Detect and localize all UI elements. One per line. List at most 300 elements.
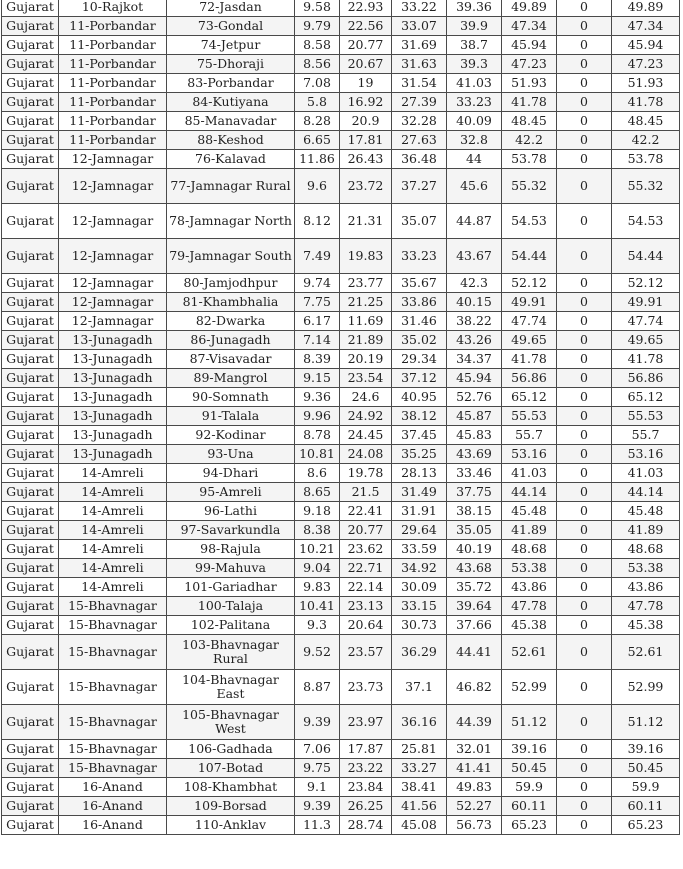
value-cell-2: 24.6	[340, 388, 392, 407]
constituency-cell: 104-Bhavnagar East	[167, 670, 295, 705]
table-row	[2, 559, 680, 578]
value-cell-5: 41.78	[502, 350, 557, 369]
constituency-cell: 105-Bhavnagar West	[167, 705, 295, 740]
state-cell: Gujarat	[2, 55, 59, 74]
value-cell-4: 39.3	[447, 55, 502, 74]
total-cell: 53.38	[612, 559, 680, 578]
state-cell: Gujarat	[2, 445, 59, 464]
table-row	[2, 616, 680, 635]
value-cell-4: 44.41	[447, 635, 502, 670]
constituency-cell: 84-Kutiyana	[167, 93, 295, 112]
zero-cell: 0	[557, 93, 612, 112]
value-cell-2: 21.5	[340, 483, 392, 502]
district-cell: 14-Amreli	[59, 502, 167, 521]
value-cell-1: 11.86	[295, 150, 340, 169]
total-cell: 47.34	[612, 17, 680, 36]
state-cell: Gujarat	[2, 816, 59, 835]
constituency-cell: 109-Borsad	[167, 797, 295, 816]
district-cell: 13-Junagadh	[59, 426, 167, 445]
district-cell: 15-Bhavnagar	[59, 597, 167, 616]
value-cell-3: 33.86	[392, 293, 447, 312]
value-cell-3: 25.81	[392, 740, 447, 759]
value-cell-1: 8.87	[295, 670, 340, 705]
table-row	[2, 17, 680, 36]
value-cell-2: 26.43	[340, 150, 392, 169]
zero-cell: 0	[557, 55, 612, 74]
total-cell: 55.53	[612, 407, 680, 426]
value-cell-1: 8.6	[295, 464, 340, 483]
value-cell-2: 23.97	[340, 705, 392, 740]
value-cell-5: 41.03	[502, 464, 557, 483]
constituency-cell: 108-Khambhat	[167, 778, 295, 797]
state-cell: Gujarat	[2, 36, 59, 55]
value-cell-5: 47.78	[502, 597, 557, 616]
state-cell: Gujarat	[2, 705, 59, 740]
total-cell: 55.7	[612, 426, 680, 445]
value-cell-3: 35.07	[392, 204, 447, 239]
district-cell: 11-Porbandar	[59, 131, 167, 150]
value-cell-4: 38.15	[447, 502, 502, 521]
district-cell: 14-Amreli	[59, 483, 167, 502]
value-cell-1: 6.65	[295, 131, 340, 150]
value-cell-2: 28.74	[340, 816, 392, 835]
district-cell: 13-Junagadh	[59, 407, 167, 426]
value-cell-2: 22.71	[340, 559, 392, 578]
table-row	[2, 293, 680, 312]
state-cell: Gujarat	[2, 369, 59, 388]
value-cell-1: 9.74	[295, 274, 340, 293]
total-cell: 52.61	[612, 635, 680, 670]
district-cell: 12-Jamnagar	[59, 169, 167, 204]
district-cell: 15-Bhavnagar	[59, 705, 167, 740]
value-cell-1: 10.41	[295, 597, 340, 616]
constituency-cell: 80-Jamjodhpur	[167, 274, 295, 293]
zero-cell: 0	[557, 635, 612, 670]
value-cell-5: 56.86	[502, 369, 557, 388]
total-cell: 65.23	[612, 816, 680, 835]
zero-cell: 0	[557, 740, 612, 759]
value-cell-2: 23.77	[340, 274, 392, 293]
value-cell-3: 35.02	[392, 331, 447, 350]
value-cell-5: 52.61	[502, 635, 557, 670]
state-cell: Gujarat	[2, 740, 59, 759]
zero-cell: 0	[557, 350, 612, 369]
value-cell-3: 31.49	[392, 483, 447, 502]
state-cell: Gujarat	[2, 93, 59, 112]
table-row	[2, 540, 680, 559]
value-cell-1: 9.96	[295, 407, 340, 426]
value-cell-2: 19.83	[340, 239, 392, 274]
value-cell-5: 44.14	[502, 483, 557, 502]
value-cell-5: 51.12	[502, 705, 557, 740]
value-cell-1: 10.21	[295, 540, 340, 559]
value-cell-1: 7.75	[295, 293, 340, 312]
value-cell-4: 46.82	[447, 670, 502, 705]
state-cell: Gujarat	[2, 150, 59, 169]
total-cell: 51.12	[612, 705, 680, 740]
value-cell-4: 44.39	[447, 705, 502, 740]
value-cell-3: 41.56	[392, 797, 447, 816]
value-cell-1: 6.17	[295, 312, 340, 331]
value-cell-1: 9.52	[295, 635, 340, 670]
value-cell-1: 9.3	[295, 616, 340, 635]
zero-cell: 0	[557, 312, 612, 331]
constituency-cell: 99-Mahuva	[167, 559, 295, 578]
state-cell: Gujarat	[2, 293, 59, 312]
value-cell-1: 8.56	[295, 55, 340, 74]
zero-cell: 0	[557, 521, 612, 540]
value-cell-3: 40.95	[392, 388, 447, 407]
value-cell-4: 41.41	[447, 759, 502, 778]
value-cell-2: 20.77	[340, 521, 392, 540]
value-cell-3: 33.07	[392, 17, 447, 36]
value-cell-3: 30.73	[392, 616, 447, 635]
value-cell-4: 44	[447, 150, 502, 169]
total-cell: 51.93	[612, 74, 680, 93]
table-row	[2, 483, 680, 502]
state-cell: Gujarat	[2, 426, 59, 445]
state-cell: Gujarat	[2, 204, 59, 239]
value-cell-2: 22.41	[340, 502, 392, 521]
table-row	[2, 131, 680, 150]
table-row	[2, 778, 680, 797]
state-cell: Gujarat	[2, 464, 59, 483]
value-cell-1: 9.15	[295, 369, 340, 388]
district-cell: 11-Porbandar	[59, 36, 167, 55]
constituency-cell: 110-Anklav	[167, 816, 295, 835]
district-cell: 14-Amreli	[59, 521, 167, 540]
total-cell: 47.78	[612, 597, 680, 616]
value-cell-3: 36.16	[392, 705, 447, 740]
value-cell-4: 43.67	[447, 239, 502, 274]
state-cell: Gujarat	[2, 312, 59, 331]
value-cell-1: 8.65	[295, 483, 340, 502]
state-cell: Gujarat	[2, 502, 59, 521]
total-cell: 53.78	[612, 150, 680, 169]
value-cell-3: 37.1	[392, 670, 447, 705]
total-cell: 42.2	[612, 131, 680, 150]
district-cell: 15-Bhavnagar	[59, 759, 167, 778]
zero-cell: 0	[557, 407, 612, 426]
value-cell-5: 53.16	[502, 445, 557, 464]
total-cell: 41.03	[612, 464, 680, 483]
value-cell-4: 33.46	[447, 464, 502, 483]
constituency-cell: 91-Talala	[167, 407, 295, 426]
state-cell: Gujarat	[2, 169, 59, 204]
value-cell-3: 33.15	[392, 597, 447, 616]
value-cell-4: 41.03	[447, 74, 502, 93]
value-cell-2: 23.72	[340, 169, 392, 204]
constituency-cell: 92-Kodinar	[167, 426, 295, 445]
constituency-cell: 72-Jasdan	[167, 0, 295, 17]
state-cell: Gujarat	[2, 0, 59, 17]
district-cell: 16-Anand	[59, 797, 167, 816]
zero-cell: 0	[557, 36, 612, 55]
constituency-cell: 75-Dhoraji	[167, 55, 295, 74]
value-cell-1: 8.39	[295, 350, 340, 369]
constituency-cell: 81-Khambhalia	[167, 293, 295, 312]
zero-cell: 0	[557, 759, 612, 778]
district-cell: 13-Junagadh	[59, 369, 167, 388]
district-cell: 15-Bhavnagar	[59, 635, 167, 670]
total-cell: 44.14	[612, 483, 680, 502]
total-cell: 53.16	[612, 445, 680, 464]
district-cell: 14-Amreli	[59, 540, 167, 559]
value-cell-1: 9.04	[295, 559, 340, 578]
value-cell-3: 35.67	[392, 274, 447, 293]
value-cell-3: 29.34	[392, 350, 447, 369]
state-cell: Gujarat	[2, 597, 59, 616]
zero-cell: 0	[557, 540, 612, 559]
table-row	[2, 635, 680, 670]
value-cell-5: 51.93	[502, 74, 557, 93]
total-cell: 43.86	[612, 578, 680, 597]
constituency-cell: 74-Jetpur	[167, 36, 295, 55]
value-cell-3: 33.59	[392, 540, 447, 559]
value-cell-2: 17.81	[340, 131, 392, 150]
value-cell-2: 20.67	[340, 55, 392, 74]
zero-cell: 0	[557, 0, 612, 17]
zero-cell: 0	[557, 578, 612, 597]
total-cell: 41.78	[612, 93, 680, 112]
constituency-cell: 89-Mangrol	[167, 369, 295, 388]
district-cell: 14-Amreli	[59, 464, 167, 483]
value-cell-2: 11.69	[340, 312, 392, 331]
value-cell-1: 11.3	[295, 816, 340, 835]
value-cell-5: 47.23	[502, 55, 557, 74]
zero-cell: 0	[557, 293, 612, 312]
value-cell-2: 20.19	[340, 350, 392, 369]
total-cell: 45.94	[612, 36, 680, 55]
value-cell-2: 22.56	[340, 17, 392, 36]
value-cell-3: 31.63	[392, 55, 447, 74]
value-cell-4: 37.66	[447, 616, 502, 635]
value-cell-1: 9.58	[295, 0, 340, 17]
constituency-cell: 103-Bhavnagar Rural	[167, 635, 295, 670]
table-row	[2, 388, 680, 407]
value-cell-5: 47.34	[502, 17, 557, 36]
table-row	[2, 204, 680, 239]
zero-cell: 0	[557, 616, 612, 635]
table-body	[2, 0, 680, 835]
value-cell-4: 34.37	[447, 350, 502, 369]
constituency-cell: 82-Dwarka	[167, 312, 295, 331]
value-cell-4: 43.68	[447, 559, 502, 578]
zero-cell: 0	[557, 705, 612, 740]
value-cell-3: 28.13	[392, 464, 447, 483]
district-cell: 13-Junagadh	[59, 388, 167, 407]
value-cell-1: 8.28	[295, 112, 340, 131]
value-cell-4: 45.94	[447, 369, 502, 388]
value-cell-2: 22.93	[340, 0, 392, 17]
value-cell-3: 33.27	[392, 759, 447, 778]
value-cell-5: 47.74	[502, 312, 557, 331]
value-cell-4: 52.76	[447, 388, 502, 407]
value-cell-1: 5.8	[295, 93, 340, 112]
total-cell: 54.44	[612, 239, 680, 274]
district-cell: 13-Junagadh	[59, 445, 167, 464]
value-cell-3: 27.39	[392, 93, 447, 112]
value-cell-5: 52.12	[502, 274, 557, 293]
value-cell-5: 65.12	[502, 388, 557, 407]
constituency-cell: 86-Junagadh	[167, 331, 295, 350]
table-row	[2, 112, 680, 131]
table-row	[2, 274, 680, 293]
value-cell-1: 7.49	[295, 239, 340, 274]
value-cell-1: 9.1	[295, 778, 340, 797]
value-cell-4: 45.6	[447, 169, 502, 204]
value-cell-3: 38.12	[392, 407, 447, 426]
constituency-cell: 98-Rajula	[167, 540, 295, 559]
zero-cell: 0	[557, 502, 612, 521]
total-cell: 49.89	[612, 0, 680, 17]
value-cell-5: 55.53	[502, 407, 557, 426]
value-cell-4: 39.64	[447, 597, 502, 616]
zero-cell: 0	[557, 331, 612, 350]
value-cell-1: 8.58	[295, 36, 340, 55]
state-cell: Gujarat	[2, 112, 59, 131]
value-cell-3: 36.48	[392, 150, 447, 169]
value-cell-4: 40.15	[447, 293, 502, 312]
zero-cell: 0	[557, 670, 612, 705]
district-cell: 10-Rajkot	[59, 0, 167, 17]
table-row	[2, 521, 680, 540]
zero-cell: 0	[557, 464, 612, 483]
total-cell: 65.12	[612, 388, 680, 407]
district-cell: 15-Bhavnagar	[59, 670, 167, 705]
value-cell-2: 23.13	[340, 597, 392, 616]
value-cell-3: 30.09	[392, 578, 447, 597]
constituency-cell: 76-Kalavad	[167, 150, 295, 169]
value-cell-2: 20.64	[340, 616, 392, 635]
constituency-cell: 100-Talaja	[167, 597, 295, 616]
value-cell-5: 45.38	[502, 616, 557, 635]
state-cell: Gujarat	[2, 274, 59, 293]
value-cell-4: 37.75	[447, 483, 502, 502]
table-row	[2, 705, 680, 740]
district-cell: 11-Porbandar	[59, 55, 167, 74]
state-cell: Gujarat	[2, 759, 59, 778]
constituency-cell: 83-Porbandar	[167, 74, 295, 93]
table-row	[2, 55, 680, 74]
table-row	[2, 759, 680, 778]
table-row	[2, 797, 680, 816]
value-cell-4: 49.83	[447, 778, 502, 797]
district-cell: 12-Jamnagar	[59, 150, 167, 169]
value-cell-1: 9.6	[295, 169, 340, 204]
value-cell-5: 48.68	[502, 540, 557, 559]
value-cell-4: 35.05	[447, 521, 502, 540]
value-cell-5: 65.23	[502, 816, 557, 835]
district-cell: 13-Junagadh	[59, 350, 167, 369]
district-cell: 16-Anand	[59, 816, 167, 835]
value-cell-1: 9.36	[295, 388, 340, 407]
total-cell: 39.16	[612, 740, 680, 759]
value-cell-5: 50.45	[502, 759, 557, 778]
value-cell-2: 20.9	[340, 112, 392, 131]
zero-cell: 0	[557, 204, 612, 239]
value-cell-3: 33.23	[392, 239, 447, 274]
constituency-cell: 107-Botad	[167, 759, 295, 778]
value-cell-1: 9.83	[295, 578, 340, 597]
value-cell-2: 19	[340, 74, 392, 93]
value-cell-1: 9.18	[295, 502, 340, 521]
value-cell-2: 17.87	[340, 740, 392, 759]
district-cell: 12-Jamnagar	[59, 293, 167, 312]
value-cell-4: 32.8	[447, 131, 502, 150]
value-cell-4: 45.83	[447, 426, 502, 445]
table-row	[2, 407, 680, 426]
value-cell-3: 34.92	[392, 559, 447, 578]
constituency-cell: 95-Amreli	[167, 483, 295, 502]
constituency-cell: 97-Savarkundla	[167, 521, 295, 540]
value-cell-4: 32.01	[447, 740, 502, 759]
constituency-cell: 78-Jamnagar North	[167, 204, 295, 239]
constituency-cell: 79-Jamnagar South	[167, 239, 295, 274]
state-cell: Gujarat	[2, 778, 59, 797]
table-row	[2, 312, 680, 331]
zero-cell: 0	[557, 778, 612, 797]
value-cell-4: 56.73	[447, 816, 502, 835]
value-cell-2: 24.45	[340, 426, 392, 445]
table-row	[2, 597, 680, 616]
value-cell-5: 53.78	[502, 150, 557, 169]
value-cell-1: 9.39	[295, 705, 340, 740]
total-cell: 49.91	[612, 293, 680, 312]
value-cell-3: 35.25	[392, 445, 447, 464]
value-cell-4: 38.7	[447, 36, 502, 55]
value-cell-3: 31.69	[392, 36, 447, 55]
table-row	[2, 239, 680, 274]
value-cell-3: 29.64	[392, 521, 447, 540]
value-cell-2: 16.92	[340, 93, 392, 112]
value-cell-5: 59.9	[502, 778, 557, 797]
value-cell-5: 41.89	[502, 521, 557, 540]
value-cell-4: 38.22	[447, 312, 502, 331]
zero-cell: 0	[557, 816, 612, 835]
district-cell: 12-Jamnagar	[59, 239, 167, 274]
total-cell: 60.11	[612, 797, 680, 816]
total-cell: 48.68	[612, 540, 680, 559]
total-cell: 45.48	[612, 502, 680, 521]
constituency-cell: 73-Gondal	[167, 17, 295, 36]
state-cell: Gujarat	[2, 131, 59, 150]
value-cell-5: 54.53	[502, 204, 557, 239]
value-cell-3: 37.27	[392, 169, 447, 204]
value-cell-5: 45.48	[502, 502, 557, 521]
value-cell-1: 10.81	[295, 445, 340, 464]
value-cell-4: 33.23	[447, 93, 502, 112]
district-cell: 13-Junagadh	[59, 331, 167, 350]
table-row	[2, 331, 680, 350]
zero-cell: 0	[557, 426, 612, 445]
value-cell-4: 44.87	[447, 204, 502, 239]
state-cell: Gujarat	[2, 388, 59, 407]
total-cell: 41.89	[612, 521, 680, 540]
value-cell-3: 38.41	[392, 778, 447, 797]
zero-cell: 0	[557, 74, 612, 93]
value-cell-2: 26.25	[340, 797, 392, 816]
state-cell: Gujarat	[2, 616, 59, 635]
value-cell-3: 45.08	[392, 816, 447, 835]
zero-cell: 0	[557, 17, 612, 36]
value-cell-4: 35.72	[447, 578, 502, 597]
constituency-cell: 96-Lathi	[167, 502, 295, 521]
constituency-cell: 77-Jamnagar Rural	[167, 169, 295, 204]
value-cell-1: 7.14	[295, 331, 340, 350]
value-cell-3: 31.46	[392, 312, 447, 331]
value-cell-5: 60.11	[502, 797, 557, 816]
